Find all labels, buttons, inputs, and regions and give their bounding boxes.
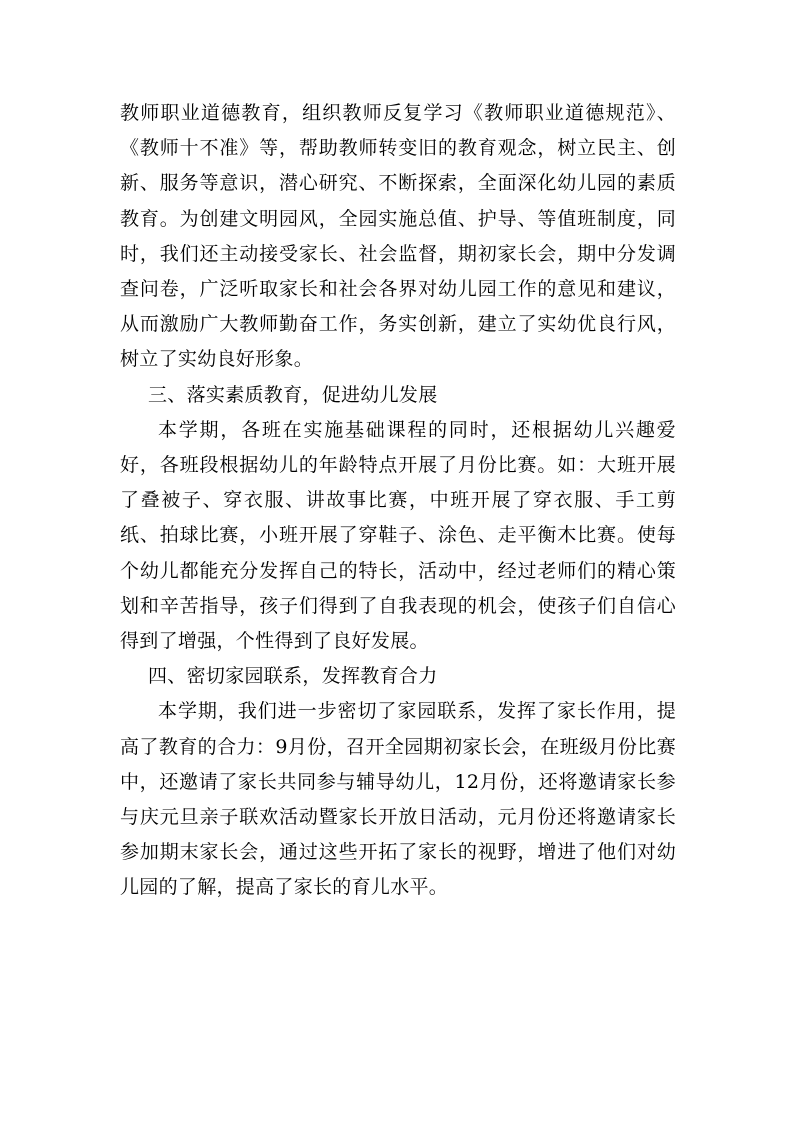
paragraph-teacher-ethics: 教师职业道德教育，组织教师反复学习《教师职业道德规范》、《教师十不准》等，帮助教师转变旧的教育观念，树立民主、创新、服务等意识，潜心研究、不断探索，全面深化幼儿园的素质教育。为创建文明园风，全园实施总值、护导、等值班制度，同时，我们还主动接受家长、社会监督，期初家长会，期中分发调查问卷，广泛听取家长和社会各界对幼儿园工作的意见和建议，从而激励广大教师勤奋工作，务实创新，建立了实幼优良行风，树立了实幼良好形象。 — [120, 102, 676, 371]
paragraph-quality-education: 本学期，各班在实施基础课程的同时，还根据幼儿兴趣爱好，各班段根据幼儿的年龄特点开展了月份比赛。如：大班开展了叠被子、穿衣服、讲故事比赛，中班开展了穿衣服、手工剪纸、拍球比赛，小班开展了穿鞋子、涂色、走平衡木比赛。使每个幼儿都能充分发挥自己的特长，活动中，经过老师们的精心策划和辛苦指导，孩子们得到了自我表现的机会，使孩子们自信心得到了增强，个性得到了良好发展。 — [120, 418, 676, 653]
document-page — [120, 96, 676, 906]
section-heading-4: 四、密切家园联系，发挥教育合力 — [148, 665, 438, 688]
paragraph-home-school: 本学期，我们进一步密切了家园联系，发挥了家长作用，提高了教育的合力：9月份，召开全园期初家长会，在班级月份比赛中，还邀请了家长共同参与辅导幼儿，12月份，还将邀请家长参与庆元旦亲子联欢活动暨家长开放日活动，元月份还将邀请家长参加期末家长会，通过这些开拓了家长的视野，增进了他们对幼儿园的了解，提高了家长的育儿水平。 — [120, 700, 676, 899]
section-heading-3: 三、落实素质教育，促进幼儿发展 — [148, 383, 438, 406]
